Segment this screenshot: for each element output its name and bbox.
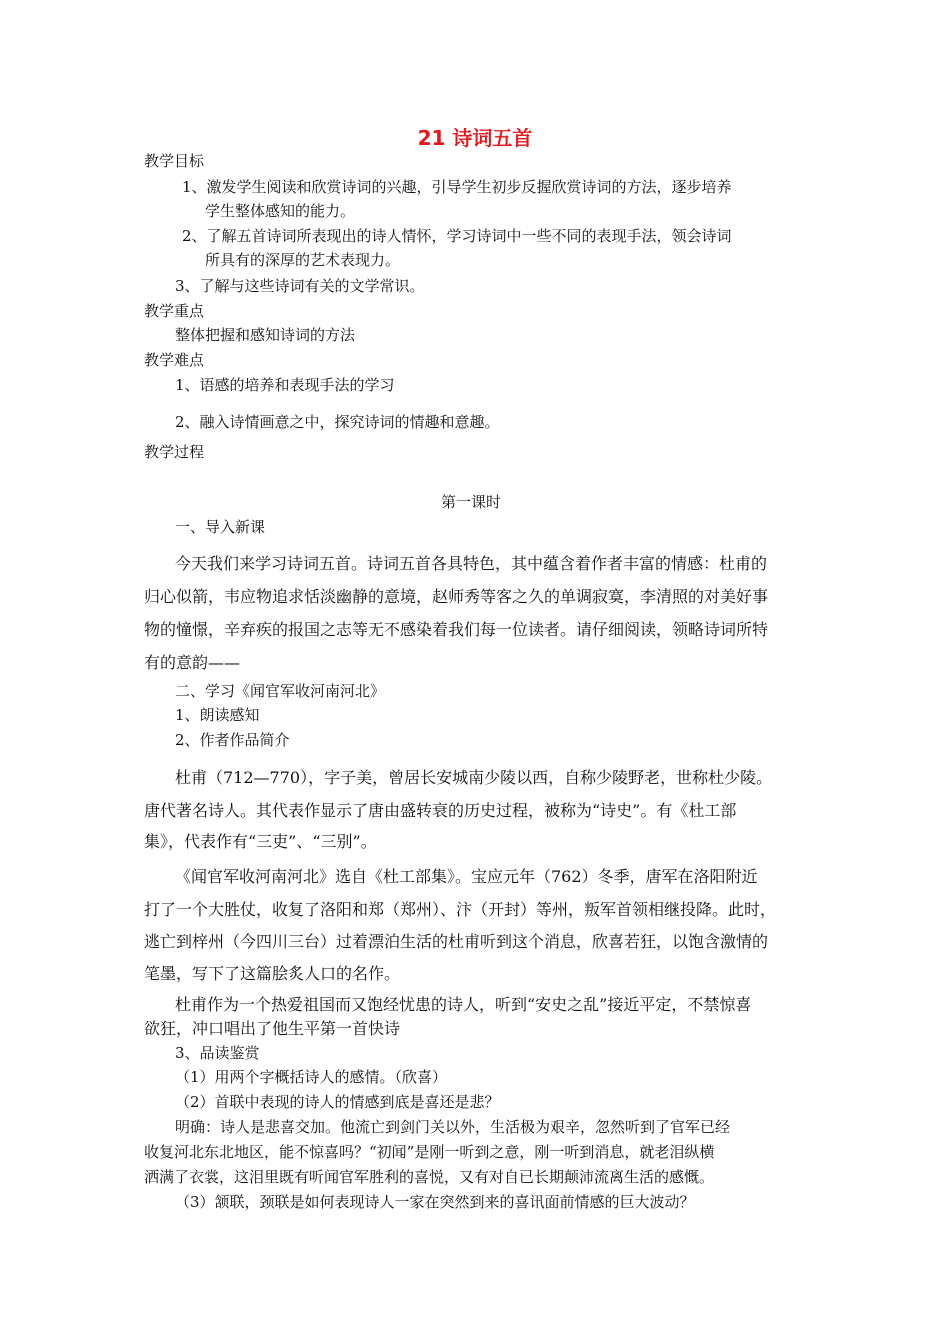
intro-line-3: 物的憧憬，辛弃疾的报国之志等无不感染着我们每一位读者。请仔细阅读，领略诗词所特 [144,620,769,639]
work-line-1: 《闻官军收河南河北》选自《杜工部集》。宝应元年（762）冬季，唐军在洛阳附近 [175,867,758,886]
author-line-3: 集》，代表作有“三吏”、“三别”。 [144,832,377,851]
work-line-4: 笔墨，写下了这篇脍炙人口的名作。 [144,964,401,983]
lesson-heading: 第一课时 [441,493,502,511]
intro-line-2: 归心似箭，韦应物追求恬淡幽静的意境，赵师秀等客之久的单调寂寞，李清照的对美好事 [144,587,769,606]
question-1: （1）用两个字概括诗人的感情。（欣喜） [175,1068,448,1086]
difficulty-1: 1、语感的培养和表现手法的学习 [175,376,395,394]
objective-2-line-2: 所具有的深厚的艺术表现力。 [205,251,401,269]
section-1-heading: 一、导入新课 [175,518,266,536]
work-line-2: 打了一个大胜仗，收复了洛阳和郑（郑州）、汴（开封）等州，叛军首领相继投降。此时， [144,900,777,919]
poet-line-1: 杜甫作为一个热爱祖国而又饱经忧患的诗人，听到“安史之乱”接近平定，不禁惊喜 [175,995,752,1014]
work-line-3: 逃亡到梓州（今四川三台）过着漂泊生活的杜甫听到这个消息，欣喜若狂，以饱含激情的 [144,932,769,951]
process-heading: 教学过程 [144,443,205,461]
objective-3: 3、了解与这些诗词有关的文学常识。 [175,277,425,295]
author-line-1: 杜甫（712—770），字子美，曾居长安城南少陵以西，自称少陵野老，世称杜少陵。 [175,768,773,787]
answer-line-3: 洒满了衣裳，这泪里既有听闻官军胜利的喜悦，又有对自已长期颠沛流离生活的感慨。 [144,1168,715,1186]
answer-line-1: 明确：诗人是悲喜交加。他流亡到剑门关以外，生活极为艰辛，忽然听到了官军已经 [175,1118,731,1136]
intro-line-4: 有的意韵—— [144,653,241,672]
key-point: 整体把握和感知诗词的方法 [175,326,356,344]
answer-line-2: 收复河北东北地区，能不惊喜吗？“初闻”是刚一听到之意，刚一听到消息，就老泪纵横 [144,1143,715,1161]
objectives-heading: 教学目标 [144,152,205,170]
section-2-heading: 二、学习《闻官军收河南河北》 [175,682,386,700]
intro-line-1: 今天我们来学习诗词五首。诗词五首各具特色，其中蕴含着作者丰富的情感：杜甫的 [175,554,768,573]
question-3: （3）颔联，颈联是如何表现诗人一家在突然到来的喜讯面前情感的巨大波动？ [175,1193,695,1211]
objective-1-line-1: 1、激发学生阅读和欣赏诗词的兴趣，引导学生初步反握欣赏诗词的方法，逐步培养 [182,178,732,196]
objective-1-line-2: 学生整体感知的能力。 [205,202,356,220]
page-title: 21 诗词五首 [417,126,533,150]
key-heading: 教学重点 [144,302,205,320]
step-1: 1、朗读感知 [175,706,260,724]
difficulty-heading: 教学难点 [144,351,205,369]
objective-2-line-1: 2、了解五首诗词所表现出的诗人情怀，学习诗词中一些不同的表现手法，领会诗词 [182,227,732,245]
step-3: 3、品读鉴赏 [175,1044,260,1062]
poet-line-2: 欲狂，冲口唱出了他生平第一首快诗 [144,1019,401,1038]
author-line-2: 唐代著名诗人。其代表作显示了唐由盛转衰的历史过程，被称为“诗史”。有《杜工部 [144,801,737,820]
question-2: （2）首联中表现的诗人的情感到底是喜还是悲？ [175,1093,500,1111]
step-2: 2、作者作品简介 [175,731,290,749]
difficulty-2: 2、融入诗情画意之中，探究诗词的情趣和意趣。 [175,413,500,431]
